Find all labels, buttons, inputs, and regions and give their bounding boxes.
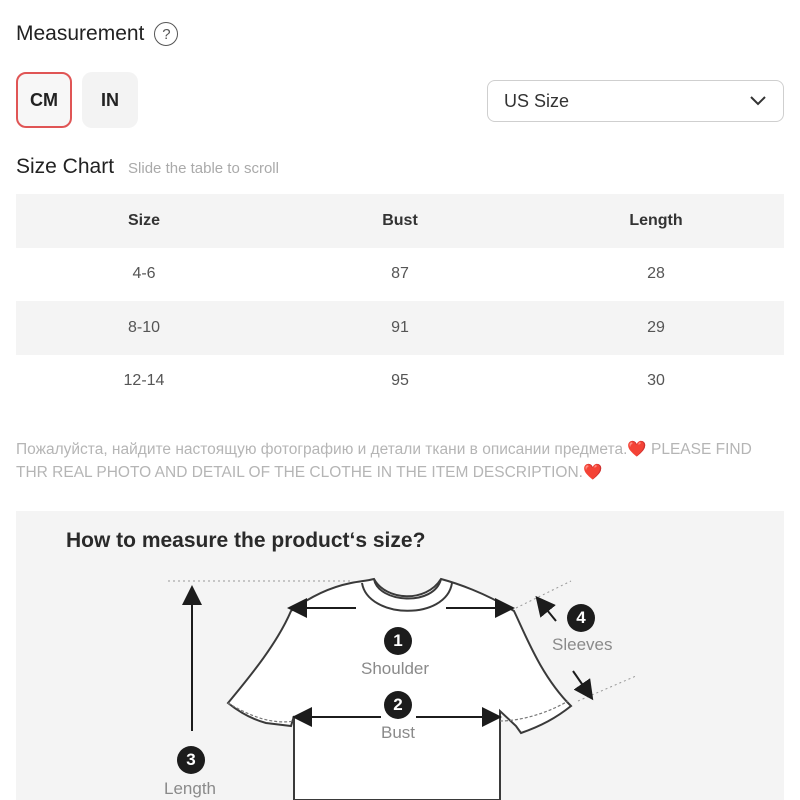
table-cell: 12-14: [123, 372, 165, 390]
step-label-length: Length: [164, 779, 216, 798]
measurement-title: Measurement: [16, 22, 145, 45]
table-cell: 4-6: [132, 265, 156, 283]
size-system-select[interactable]: [487, 80, 784, 122]
step-badge-shoulder: 1: [384, 627, 412, 655]
step-label-sleeves: Sleeves: [552, 635, 613, 654]
step-badge-bust: 2: [384, 691, 412, 719]
size-chart-title: Size Chart: [16, 155, 115, 178]
column-header-size: Size: [127, 211, 160, 229]
column-header-bust: Bust: [382, 211, 418, 229]
table-row: [16, 248, 784, 302]
table-cell: 91: [391, 318, 409, 336]
size-table[interactable]: [16, 194, 784, 408]
table-cell: 28: [647, 265, 665, 283]
heart-icon: ❤️: [627, 441, 647, 458]
tshirt-diagram: [16, 511, 784, 800]
table-cell: 8-10: [127, 318, 161, 336]
size-system-value: US Size: [504, 90, 570, 111]
table-cell: 95: [391, 372, 409, 390]
step-badge-sleeves: 4: [567, 604, 595, 632]
table-row: [16, 355, 784, 409]
table-cell: 87: [391, 265, 409, 283]
chevron-down-icon: [749, 95, 767, 107]
measurement-guide-image: [16, 511, 784, 800]
step-label-bust: Bust: [381, 723, 416, 742]
help-icon[interactable]: ?: [154, 22, 178, 46]
table-cell: 29: [647, 318, 665, 336]
measurement-header: [16, 20, 178, 48]
notice-text-ru: Пожалуйста, найдите настоящую фотографию и детали ткани в описании предмета.: [16, 441, 628, 458]
size-chart-header: [16, 155, 279, 179]
unit-cm-button[interactable]: CM: [16, 72, 72, 128]
heart-icon: ❤️: [582, 464, 603, 481]
guide-title: How to measure the product‘s size?: [66, 529, 426, 552]
table-cell: 30: [647, 372, 665, 390]
step-badge-length: 3: [177, 746, 205, 774]
scroll-hint: Slide the table to scroll: [128, 160, 279, 177]
column-header-length: Length: [629, 211, 683, 229]
photo-notice: [16, 438, 784, 484]
unit-in-button[interactable]: IN: [82, 72, 138, 128]
table-header-row: [16, 194, 784, 248]
notice-text-en: PLEASE FIND THR REAL PHOTO AND DETAIL OF THE CLOTHE IN THE ITEM DESCRIPTION.: [16, 441, 752, 481]
step-label-shoulder: Shoulder: [361, 659, 430, 678]
table-row: [16, 301, 784, 355]
